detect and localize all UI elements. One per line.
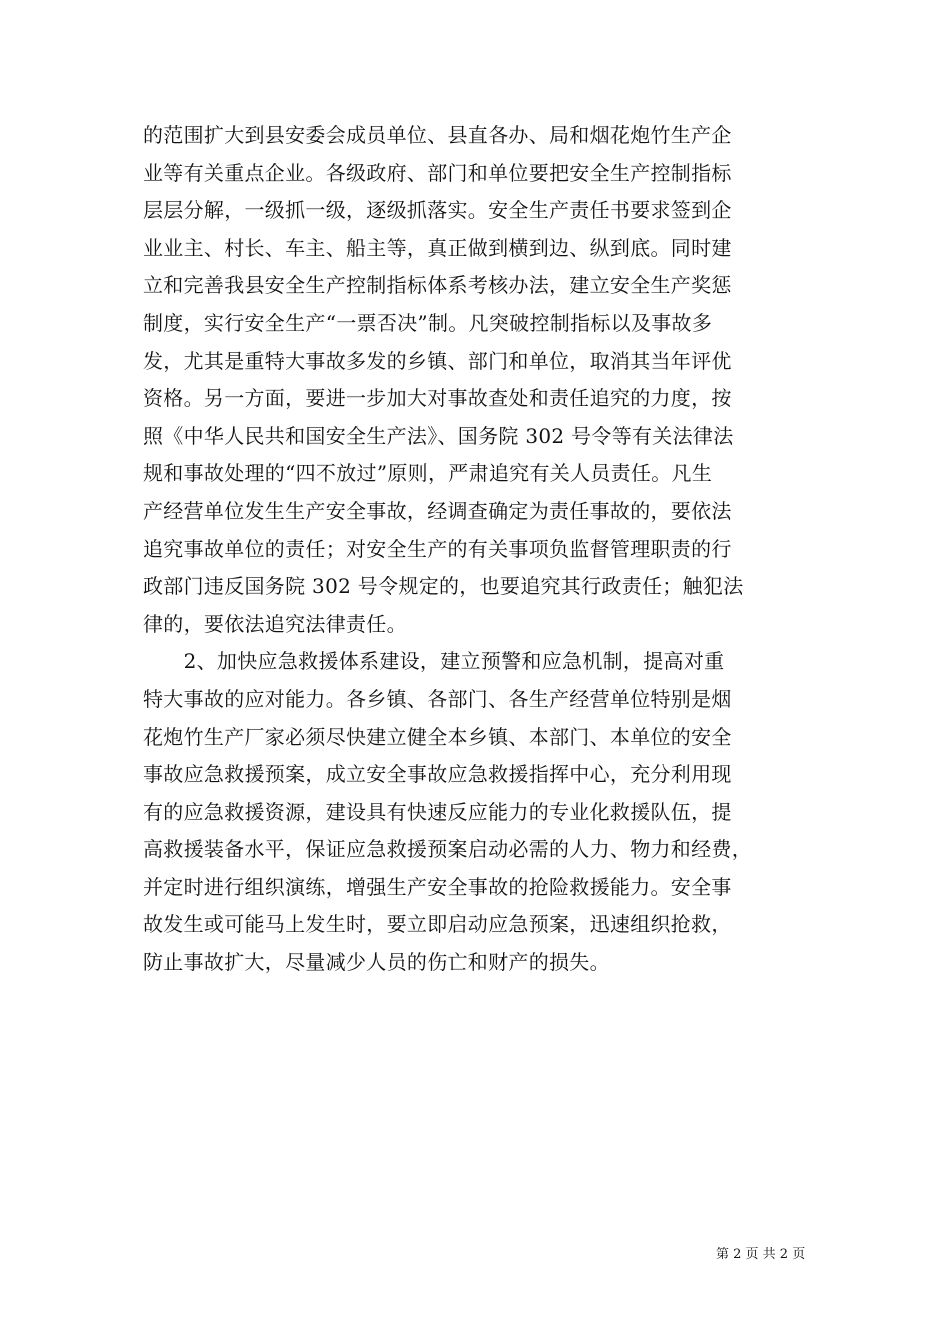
text-line: 立和完善我县安全生产控制指标体系考核办法，建立安全生产奖惩: [143, 273, 732, 298]
text-line: 制度，实行安全生产“一票否决”制。凡突破控制指标以及事故多: [143, 310, 713, 335]
text-line: 业等有关重点企业。各级政府、部门和单位要把安全生产控制指标: [143, 160, 732, 185]
text-line: 照《中华人民共和国安全生产法》、国务院 302 号令等有关法律法: [143, 423, 734, 448]
text-line: 花炮竹生产厂家必须尽快建立健全本乡镇、本部门、本单位的安全: [143, 724, 732, 749]
text-line: 政部门违反国务院 302 号令规定的，也要追究其行政责任；触犯法: [143, 574, 744, 599]
text-line: 有的应急救援资源，建设具有快速反应能力的专业化救援队伍，提: [143, 799, 732, 824]
text-line: 高救援装备水平，保证应急救援预案启动必需的人力、物力和经费，: [143, 837, 752, 862]
text-line: 故发生或可能马上发生时，要立即启动应急预案，迅速组织抢救，: [143, 912, 732, 937]
text-line: 律的，要依法追究法律责任。: [143, 611, 407, 636]
text-line: 资格。另一方面，要进一步加大对事故查处和责任追究的力度，按: [143, 386, 732, 411]
text-line: 特大事故的应对能力。各乡镇、各部门、各生产经营单位特别是烟: [143, 686, 732, 711]
text-line: 产经营单位发生生产安全事故，经调查确定为责任事故的，要依法: [143, 498, 732, 523]
page-footer: 第 2 页 共 2 页: [716, 1247, 806, 1262]
body-text: [143, 117, 823, 982]
text-line: 2、加快应急救援体系建设，建立预警和应急机制，提高对重: [143, 649, 725, 674]
text-line: 规和事故处理的“四不放过”原则，严肃追究有关人员责任。凡生: [143, 461, 713, 486]
text-line: 事故应急救援预案，成立安全事故应急救援指挥中心，充分利用现: [143, 762, 732, 787]
text-line: 层层分解，一级抓一级，逐级抓落实。安全生产责任书要求签到企: [143, 198, 732, 223]
text-line: 追究事故单位的责任；对安全生产的有关事项负监督管理职责的行: [143, 536, 732, 561]
text-line: 并定时进行组织演练，增强生产安全事故的抢险救援能力。安全事: [143, 874, 732, 899]
text-line: 的范围扩大到县安委会成员单位、县直各办、局和烟花炮竹生产企: [143, 123, 732, 147]
text-line: 业业主、村长、车主、船主等，真正做到横到边、纵到底。同时建: [143, 235, 732, 260]
text-line: 发，尤其是重特大事故多发的乡镇、部门和单位，取消其当年评优: [143, 348, 732, 373]
text-line: 防止事故扩大，尽量减少人员的伤亡和财产的损失。: [143, 950, 610, 975]
